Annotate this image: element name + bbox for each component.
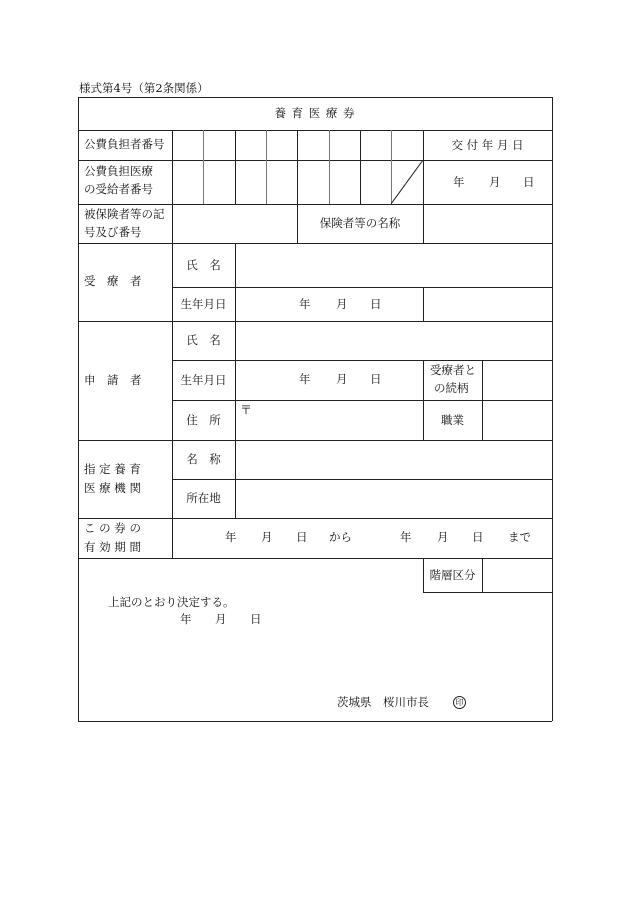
decision-year: 年 [180, 612, 192, 626]
recipient-number-label-2: の受給者番号 [84, 182, 153, 196]
validity-from-label: から [329, 530, 352, 544]
applicant-day-label: 日 [370, 372, 382, 386]
occupation-label: 職業 [441, 412, 464, 427]
insurer-name-label: 保険者等の名称 [319, 216, 401, 231]
seal-icon: 印 [453, 696, 466, 709]
form-title: 養 育 医 療 券 [274, 106, 356, 121]
patient-dob-label: 生年月日 [180, 296, 227, 311]
issue-year-label: 年 [453, 175, 465, 189]
issuer-name: 茨城県 桜川市長 [337, 695, 429, 709]
validity-label-1: こ の 券 の [84, 521, 141, 535]
bracket-label: 階層区分 [429, 567, 476, 582]
applicant-month-label: 月 [336, 372, 348, 386]
validity-until-label: まで [508, 530, 531, 544]
form-caption: 様式第4号（第2条関係） [79, 81, 209, 95]
relation-label-1: 受療者と [430, 363, 476, 377]
decision-day: 日 [250, 612, 262, 626]
validity-to-year: 年 [400, 530, 412, 544]
issue-day-label: 日 [523, 175, 535, 189]
recipient-number-label-1: 公費負担医療 [84, 164, 153, 178]
institution-location-label: 所在地 [186, 491, 221, 506]
patient-month-label: 月 [336, 297, 348, 311]
insured-number-label-1: 被保険者等の記 [84, 207, 165, 221]
insured-number-label-2: 号及び番号 [84, 225, 142, 239]
patient-section-label: 受 療 者 [84, 274, 142, 289]
institution-section-label-1: 指 定 養 育 [84, 462, 141, 476]
applicant-address-label: 住 所 [186, 412, 221, 427]
decision-text: 上記のとおり決定する。 [108, 595, 235, 609]
diagonal-strike [391, 160, 423, 204]
patient-name-label: 氏 名 [186, 257, 221, 272]
institution-name-label: 名 称 [186, 452, 221, 467]
validity-from-month: 月 [261, 530, 273, 544]
applicant-dob-label: 生年月日 [180, 372, 227, 387]
relation-label-2: の続柄 [434, 381, 469, 395]
validity-to-day: 日 [472, 530, 484, 544]
patient-day-label: 日 [370, 297, 382, 311]
postal-mark-icon: 〒 [240, 403, 253, 417]
decision-month: 月 [215, 612, 227, 626]
validity-from-year: 年 [225, 530, 237, 544]
applicant-section-label: 申 請 者 [84, 372, 142, 387]
issue-date-label: 交 付 年 月 日 [451, 137, 524, 152]
validity-label-2: 有 効 期 間 [84, 540, 141, 554]
validity-to-month: 月 [437, 530, 449, 544]
patient-year-label: 年 [299, 297, 311, 311]
issue-month-label: 月 [489, 175, 501, 189]
public-payer-number-label: 公費負担者番号 [84, 137, 165, 152]
applicant-year-label: 年 [299, 372, 311, 386]
validity-from-day: 日 [296, 530, 308, 544]
applicant-name-label: 氏 名 [186, 333, 221, 348]
institution-section-label-2: 医 療 機 関 [84, 481, 141, 495]
